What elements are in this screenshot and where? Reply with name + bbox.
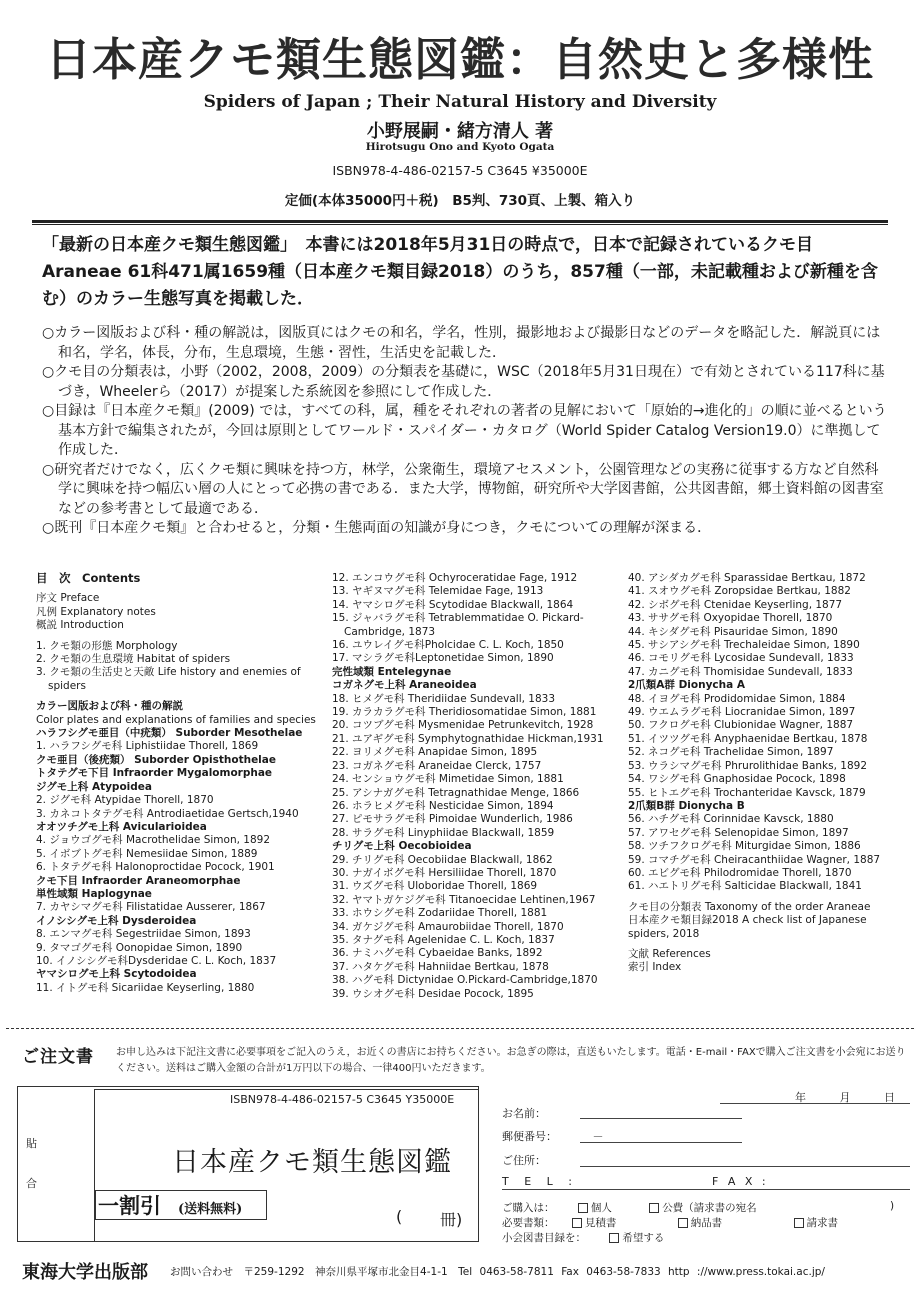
toc-entry: 2爪類A群 Dionycha A: [628, 679, 746, 692]
toc-entry: 56. ハチグモ科 Corinnidae Kavsck, 1880: [628, 813, 834, 826]
toc-entry: 60. エビグモ科 Philodromidae Thorell, 1870: [628, 866, 852, 879]
lead-paragraph: 「最新の日本産クモ類生態図鑑」 本書には2018年5月31日の時点で，日本で記録されているクモ目Araneae 61科471属1659種（日本産クモ類目録2018）のうち，857種（一部，未記載種および新種を含む）のカラー生態写真を掲載した．: [42, 235, 878, 309]
purchase-type-row: [502, 1200, 757, 1215]
toc-entry: 6. トタテグモ科 Halonoproctidae Pocock, 1901: [36, 861, 275, 874]
toc-entry: 22. ヨリメグモ科 Anapidae Simon, 1895: [332, 746, 538, 759]
fax-label: F A X :: [712, 1175, 766, 1188]
bullet-item: ○既刊『日本産クモ類』と合わせると，分類・生態両面の知識が身につき，クモについての理解が深まる．: [42, 520, 712, 536]
toc-entry: 15. ジャバラグモ科 Tetrablemmatidae O. Pickard-Cambridge, 1873: [332, 612, 584, 638]
toc-entry: 1. クモ類の形態 Morphology: [36, 639, 178, 652]
toc-entry: 2. ジグモ科 Atypidae Thorell, 1870: [36, 794, 214, 807]
toc-column-3: [628, 572, 896, 975]
toc-entry: 28. サラグモ科 Linyphiidae Blackwall, 1859: [332, 826, 555, 839]
table-of-contents: [36, 572, 896, 1012]
toc-entry: 24. センショウグモ科 Mimetidae Simon, 1881: [332, 773, 564, 786]
checkbox-icon[interactable]: [572, 1218, 582, 1228]
toc-entry: ヤマシログモ上科 Scytodoidea: [36, 968, 197, 981]
catalog-label: 小会図書目録を：: [502, 1232, 586, 1244]
toc-column-2: [332, 572, 626, 1001]
toc-entry: 44. キシダグモ科 Pisauridae Simon, 1890: [628, 625, 838, 638]
toc-entry: 文献 References: [628, 947, 711, 960]
toc-entry: 42. シボグモ科 Ctenidae Keyserling, 1877: [628, 598, 843, 611]
toc-entry: 凡例 Explanatory notes: [36, 605, 156, 618]
paren-close: ): [890, 1200, 895, 1212]
quantity-open: (: [396, 1207, 403, 1226]
toc-entry: オオツチグモ上科 Avicularioidea: [36, 820, 207, 833]
documents-row: [502, 1215, 838, 1230]
order-form-heading: ご注文書: [22, 1047, 94, 1067]
toc-entry: 46. コモリグモ科 Lycosidae Sundevall, 1833: [628, 652, 854, 665]
toc-entry: 3. クモ類の生活史と天敵 Life history and enemies of spiders: [36, 666, 301, 692]
checkbox-icon[interactable]: [794, 1218, 804, 1228]
publisher-name: 東海大学出版部: [22, 1262, 148, 1283]
tel-fax-field[interactable]: [502, 1189, 910, 1190]
toc-entry: 13. ヤギヌマグモ科 Telemidae Fage, 1913: [332, 585, 544, 598]
catalog-option[interactable]: 希望する: [603, 1232, 664, 1244]
toc-entry: クモ下目 Infraorder Araneomorphae: [36, 874, 241, 887]
paste-label: 貼: [26, 1137, 37, 1150]
toc-entry: 25. アシナガグモ科 Tetragnathidae Menge, 1866: [332, 786, 580, 799]
toc-entry: 61. ハエトリグモ科 Salticidae Blackwall, 1841: [628, 880, 862, 893]
tel-label: T E L :: [502, 1175, 572, 1188]
cut-line: [6, 1028, 914, 1029]
address-field[interactable]: [580, 1166, 910, 1167]
toc-entry: Color plates and explanations of families and species: [36, 713, 316, 726]
quantity-field[interactable]: 冊): [440, 1210, 463, 1229]
toc-entry: 完性域類 Entelegynae: [332, 665, 452, 678]
toc-entry: 5. イボブトグモ科 Nemesiidae Simon, 1889: [36, 847, 258, 860]
toc-entry: 11. イトグモ科 Sicariidae Keyserling, 1880: [36, 981, 255, 994]
toc-entry: 33. ホウシグモ科 Zodariidae Thorell, 1881: [332, 907, 548, 920]
toc-entry: 10. イノシシグモ科Dysderidae C. L. Koch, 1837: [36, 954, 277, 967]
public-funds-option[interactable]: 公費（請求書の宛名: [643, 1202, 757, 1214]
toc-entry: 50. フクログモ科 Clubionidae Wagner, 1887: [628, 719, 854, 732]
toc-entry: 4. ジョウゴグモ科 Macrothelidae Simon, 1892: [36, 834, 271, 847]
discount-label: 一割引: [98, 1193, 161, 1218]
page-title: 日本産クモ類生態図鑑：自然史と多様性: [45, 33, 874, 86]
date-underline: [720, 1103, 910, 1104]
individual-option[interactable]: 個人: [572, 1202, 612, 1214]
toc-entry: イノシシグモ上科 Dysderoidea: [36, 914, 197, 927]
toc-entry: 18. ヒメグモ科 Theridiidae Sundevall, 1833: [332, 692, 556, 705]
toc-entry: 35. タナグモ科 Agelenidae C. L. Koch, 1837: [332, 933, 555, 946]
toc-entry: 19. カラカラグモ科 Theridiosomatidae Simon, 1881: [332, 706, 597, 719]
toc-entry: 47. カニグモ科 Thomisidae Sundevall, 1833: [628, 665, 853, 678]
toc-entry: 2爪類B群 Dionycha B: [628, 799, 745, 812]
delivery-note-option[interactable]: 納品書: [672, 1217, 723, 1229]
toc-column-1: [36, 572, 330, 995]
invoice-option[interactable]: 請求書: [788, 1217, 839, 1229]
toc-entry: 59. コマチグモ科 Cheiracanthiidae Wagner, 1887: [628, 853, 881, 866]
toc-entry: 27. ピモサラグモ科 Pimoidae Wunderlich, 1986: [332, 813, 573, 826]
toc-entry: 20. コツブグモ科 Mysmenidae Petrunkevitch, 1928: [332, 719, 594, 732]
toc-entry: 単性域類 Haplogynae: [36, 887, 152, 900]
authors: 小野展嗣・緒方清人 著: [366, 121, 554, 142]
isbn: ISBN978-4-486-02157-5 C3645 ¥35000E: [332, 163, 588, 178]
name-field[interactable]: [580, 1118, 742, 1119]
toc-entry: 26. ホラヒメグモ科 Nesticidae Simon, 1894: [332, 799, 554, 812]
checkbox-icon[interactable]: [649, 1203, 659, 1213]
bullet-item: ○クモ目の分類表は，小野（2002，2008，2009）の分類表を基礎に，WSC（2018年5月31日現在）で有効とされている117科に基づき，Wheelerら（2017）が提案した系統図を参照にして作成した．: [42, 364, 885, 400]
toc-entry: 55. ヒトエグモ科 Trochanteridae Kavsck, 1879: [628, 786, 866, 799]
checkbox-icon[interactable]: [678, 1218, 688, 1228]
toc-entry: 37. ハタケグモ科 Hahniidae Bertkau, 1878: [332, 960, 549, 973]
catalog-row: [502, 1230, 664, 1245]
english-title: Spiders of Japan ; Their Natural History and Diversity: [203, 92, 717, 112]
toc-entry: 索引 Index: [628, 961, 682, 974]
toc-entry: ハラフシグモ亜目（中疣類） Suborder Mesothelae: [36, 727, 303, 740]
toc-entry: 41. スオウグモ科 Zoropsidae Bertkau, 1882: [628, 585, 851, 598]
publisher-contact: お問い合わせ 〒259-1292 神奈川県平塚市北金目4-1-1 Tel 0463-58-7811 Fax 0463-58-7833 http ://www.press.tokai.ac.jp/: [170, 1266, 825, 1278]
toc-entry: 31. ウズグモ科 Uloboridae Thorell, 1869: [332, 880, 538, 893]
toc-entry: 38. ハグモ科 Dictynidae O.Pickard-Cambridge,1870: [332, 974, 598, 987]
feature-bullets: [42, 324, 892, 539]
toc-entry: 序文 Preface: [36, 592, 100, 605]
divider-thick: [32, 220, 888, 223]
toc-entry: 概説 Introduction: [36, 619, 124, 632]
toc-entry: 45. サシアシグモ科 Trechaleidae Simon, 1890: [628, 639, 860, 652]
postal-underline: [580, 1142, 742, 1143]
toc-entry: 34. ガケジグモ科 Amaurobiidae Thorell, 1870: [332, 920, 564, 933]
address-label: ご住所：: [502, 1154, 546, 1167]
toc-entry: 29. チリグモ科 Oecobiidae Blackwall, 1862: [332, 853, 553, 866]
toc-entry: 58. ツチフクログモ科 Miturgidae Simon, 1886: [628, 840, 861, 853]
free-shipping-label: (送料無料): [178, 1202, 243, 1217]
checkbox-icon[interactable]: [609, 1233, 619, 1243]
toc-entry: 目 次 Contents: [36, 572, 141, 585]
bullet-item: ○目録は『日本産クモ類』(2009) では，すべての科，属，種をそれぞれの著者の見解において「原始的→進化的」の順に並べるという基本方針で編集されたが，今回は原則としてワールド・スパイダー・カタログ（World Spider Catalog Version19.0）に準拠して作成した．: [42, 403, 887, 458]
toc-entry: 23. コガネグモ科 Araneidae Clerck, 1757: [332, 759, 542, 772]
documents-label: 必要書類：: [502, 1217, 555, 1229]
bullet-item: ○カラー図版および科・種の解説は，図版頁にはクモの和名，学名，性別，撮影地および撮影日などのデータを略記した．解説頁には和名，学名，体長，分布，生息環境，生態・習性，生活史を記載した．: [42, 325, 881, 361]
estimate-option[interactable]: 見積書: [566, 1217, 617, 1229]
box-divider: [94, 1089, 479, 1090]
price-line: 定価(本体35000円＋税) B5判、730頁、上製、箱入り: [284, 193, 636, 209]
order-isbn: ISBN978-4-486-02157-5 C3645 Y35000E: [230, 1093, 455, 1106]
toc-entry: 日本産クモ類目録2018 A check list of Japanese spiders, 2018: [628, 914, 867, 940]
postal-dash: －: [592, 1130, 604, 1143]
toc-entry: 52. ネコグモ科 Trachelidae Simon, 1897: [628, 746, 834, 759]
divider-thin: [32, 224, 888, 225]
toc-entry: コガネグモ上科 Araneoidea: [332, 679, 477, 692]
toc-entry: 40. アシダカグモ科 Sparassidae Bertkau, 1872: [628, 572, 866, 584]
toc-entry: 53. ウラシマグモ科 Phrurolithidae Banks, 1892: [628, 759, 868, 772]
toc-entry: 12. エンコウグモ科 Ochyroceratidae Fage, 1912: [332, 572, 578, 584]
checkbox-icon[interactable]: [578, 1203, 588, 1213]
toc-entry: 21. ユアギグモ科 Symphytognathidae Hickman,1931: [332, 732, 604, 745]
toc-entry: 57. アワセグモ科 Selenopidae Simon, 1897: [628, 826, 849, 839]
toc-entry: 39. ウシオグモ科 Desidae Pocock, 1895: [332, 987, 534, 1000]
toc-entry: 3. カネコトタテグモ科 Antrodiaetidae Gertsch,1940: [36, 807, 299, 820]
toc-entry: 54. ワシグモ科 Gnaphosidae Pocock, 1898: [628, 773, 846, 786]
date-field[interactable]: 年 月 日: [795, 1091, 895, 1104]
toc-entry: カラー図版および科・種の解説: [36, 700, 183, 713]
toc-entry: 51. イツツグモ科 Anyphaenidae Bertkau, 1878: [628, 732, 868, 745]
authors-english: Hirotsugu Ono and Kyoto Ogata: [365, 141, 555, 153]
toc-entry: クモ亜目（後疣類） Suborder Opisthothelae: [36, 753, 276, 766]
paste-label: 合: [26, 1177, 37, 1190]
order-instructions: お申し込みは下記注文書に必要事項をご記入のうえ，お近くの書店にお持ちください。お急ぎの際は，直送もいたします。電話・E-mail・FAXで購入ご注文書を小会宛にお送りください。送料はご購入金額の合計が1万円以下の場合、一律400円いただきます。: [116, 1047, 906, 1074]
toc-entry: 32. ヤマトガケジグモ科 Titanoecidae Lehtinen,1967: [332, 893, 596, 906]
toc-entry: 8. エンマグモ科 Segestriidae Simon, 1893: [36, 928, 251, 941]
postal-label: 郵便番号：: [502, 1130, 557, 1143]
bullet-item: ○研究者だけでなく，広くクモ類に興味を持つ方，林学，公衆衛生，環境アセスメント，公園管理などの実務に従事する方など自然科学に興味を持つ幅広い層の人にとって必携の書である．また大学，博物館，研究所や大学図書館，公共図書館，郷土資料館の図書室などの参考書として最適である．: [42, 461, 884, 517]
toc-entry: 14. ヤマシログモ科 Scytodidae Blackwall, 1864: [332, 598, 574, 611]
toc-entry: ジグモ上科 Atypoidea: [36, 780, 152, 793]
toc-entry: 49. ウエムラグモ科 Liocranidae Simon, 1897: [628, 706, 856, 719]
toc-entry: 9. タマゴグモ科 Oonopidae Simon, 1890: [36, 941, 243, 954]
name-label: お名前：: [502, 1107, 546, 1120]
toc-entry: 7. カヤシマグモ科 Filistatidae Ausserer, 1867: [36, 901, 266, 914]
toc-entry: トタテグモ下目 Infraorder Mygalomorphae: [36, 767, 273, 780]
toc-entry: チリグモ上科 Oecobioidea: [332, 840, 472, 853]
toc-entry: 43. ササグモ科 Oxyopidae Thorell, 1870: [628, 612, 833, 625]
toc-entry: 1. ハラフシグモ科 Liphistiidae Thorell, 1869: [36, 740, 259, 753]
purchase-label: ご購入は：: [502, 1202, 555, 1214]
toc-entry: 16. ユウレイグモ科Pholcidae C. L. Koch, 1850: [332, 639, 564, 652]
toc-entry: 30. ナガイボグモ科 Hersiliidae Thorell, 1870: [332, 866, 557, 879]
toc-entry: クモ目の分類表 Taxonomy of the order Araneae: [628, 900, 871, 913]
order-book-title: 日本産クモ類生態図鑑: [172, 1147, 452, 1178]
toc-entry: 17. マシラグモ科Leptonetidae Simon, 1890: [332, 652, 554, 665]
toc-entry: 48. イヨグモ科 Prodidomidae Simon, 1884: [628, 692, 846, 705]
toc-entry: 36. ナミハグモ科 Cybaeidae Banks, 1892: [332, 947, 543, 960]
toc-entry: 2. クモ類の生息環境 Habitat of spiders: [36, 653, 231, 666]
